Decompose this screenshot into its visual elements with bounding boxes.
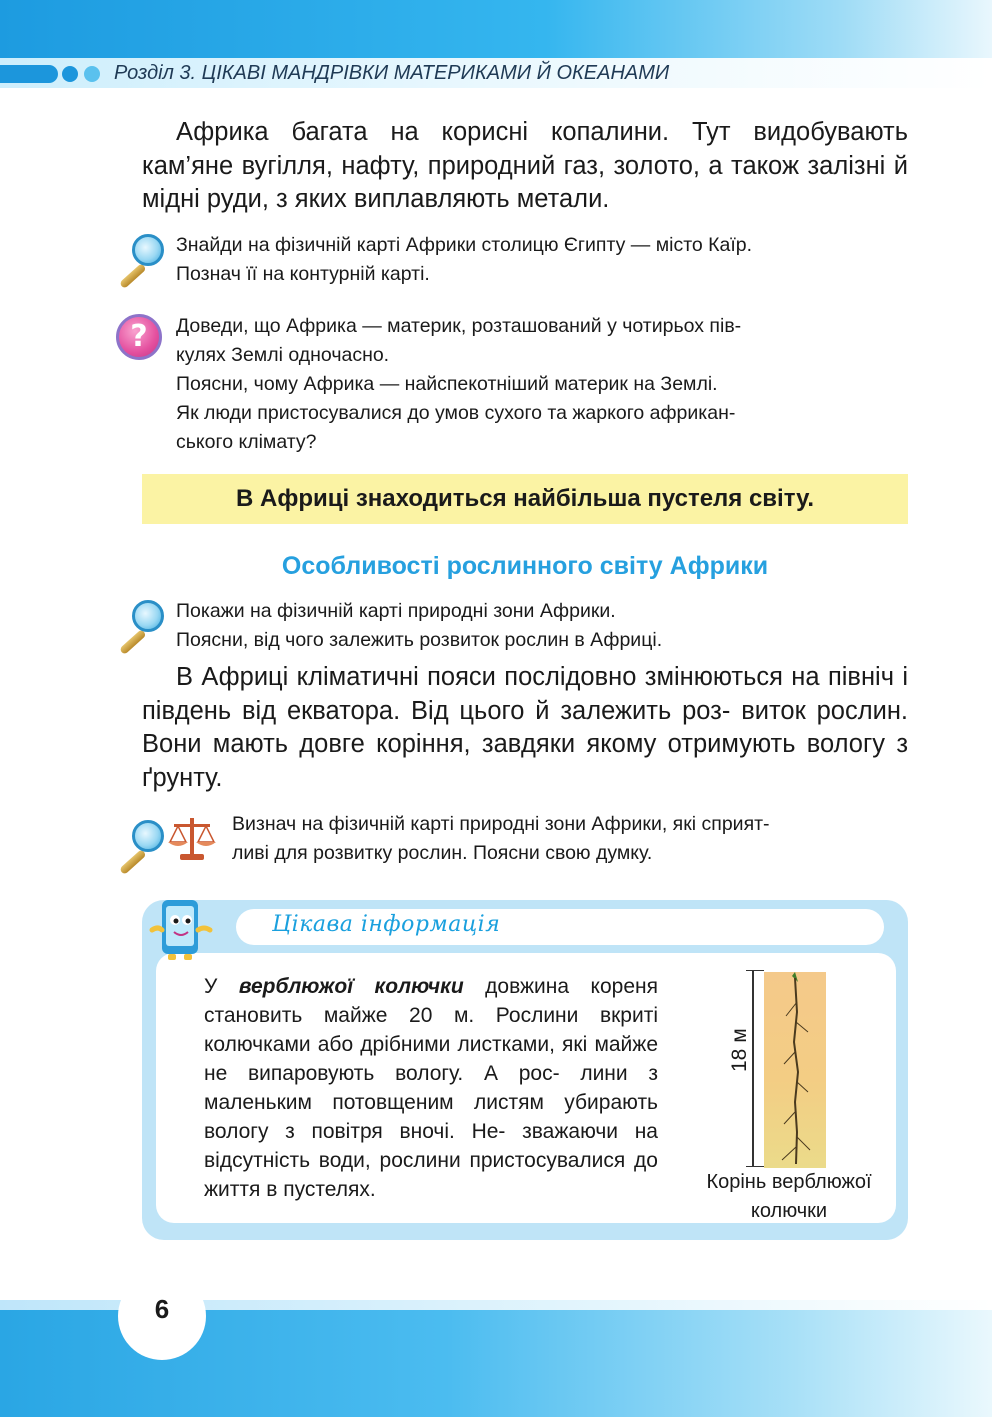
task-line: Знайди на фізичній карті Африки столицю Єгипту — місто Каїр. (176, 234, 753, 256)
intro-line: залізні й мідні руди, з яких виплавляють метали. (142, 151, 909, 213)
info-line: пристосувалися до життя в пустелях. (204, 1149, 658, 1201)
task-line: Визнач на фізичній карті природні зони Африки, які сприят- (232, 813, 770, 835)
intro-paragraph (142, 116, 908, 217)
task-line: Покажи на фізичній карті природні зони Африки. (176, 600, 616, 622)
info-intro: У (204, 975, 239, 998)
intro-line: кам’яне вугілля, нафту, природний газ, золото, а також (142, 151, 800, 180)
question-line: Поясни, чому Африка — найспекотніший материк на Землі. (176, 373, 718, 395)
magnifier-icon (112, 818, 170, 874)
caption-line: Корінь верблюжої (706, 1171, 872, 1193)
info-line: зважаючи на відсутність води, рослини (204, 1120, 658, 1172)
info-line: колючками або дрібними листками, які (204, 1033, 588, 1056)
section-title: Особливості рослинного світу Африки (281, 552, 769, 580)
scales-icon (166, 812, 218, 864)
info-title: Цікава інформація (272, 912, 501, 937)
magnifier-icon (112, 232, 170, 288)
task-natural-zones (176, 597, 908, 655)
figure-caption (676, 1168, 902, 1226)
task-line: Познач її на контурній карті. (176, 263, 430, 285)
header-dot-icon (84, 66, 100, 82)
task-line: ливі для розвитку рослин. Поясни свою думку. (232, 842, 653, 864)
highlight-fact: В Африці знаходиться найбільша пустеля світу. (142, 474, 908, 524)
question-line: кулях Землі одночасно. (176, 344, 390, 366)
plants-line: північ і південь від екватора. Від цього й залежить роз- (142, 663, 909, 725)
measure-line (752, 970, 754, 1166)
page-number: 6 (154, 1294, 170, 1324)
chapter-title: Розділ 3. ЦІКАВІ МАНДРІВКИ МАТЕРИКАМИ Й ОКЕАНАМИ (114, 62, 670, 84)
camel-thorn-root-image (764, 972, 826, 1168)
header-dot-icon (62, 66, 78, 82)
info-text (204, 972, 658, 1204)
tablet-mascot-icon (148, 896, 214, 962)
info-line: майже не випаровують вологу. А рос- (204, 1033, 659, 1085)
info-line: становить майже 20 м. Рослини вкриті (204, 1004, 658, 1027)
task-favourable-zones (232, 810, 908, 868)
root-drawing (764, 972, 826, 1168)
caption-line: колючки (750, 1200, 828, 1222)
task-find-cairo (176, 231, 908, 289)
question-line: ського клімату? (176, 431, 317, 453)
info-term: верблюжої колючки (238, 975, 464, 998)
measure-label: 18 м (728, 1028, 751, 1072)
question-line: Доведи, що Африка — материк, розташований у чотирьох пів- (176, 315, 742, 337)
question-icon: ? (116, 314, 162, 360)
measure-tick (746, 970, 764, 971)
info-line: лини з маленьким потовщеним листям (204, 1062, 658, 1114)
header-accent-line (0, 65, 58, 83)
task-line: Поясни, від чого залежить розвиток рослин в Африці. (176, 629, 663, 651)
info-intro: довжина кореня (463, 975, 658, 998)
questions-block (176, 312, 908, 457)
magnifier-icon (112, 598, 170, 654)
measure-tick (746, 1166, 764, 1167)
plants-line: В Африці кліматичні пояси послідовно змінюються на (176, 663, 820, 691)
question-line: Як люди пристосувалися до умов сухого та жаркого африкан- (176, 402, 736, 424)
plants-line: отримують вологу з ґрунту. (142, 730, 909, 792)
plants-paragraph (142, 661, 908, 795)
info-line: убирають вологу з повітря вночі. Не- (204, 1091, 658, 1143)
plants-line: виток рослин. Вони мають довге коріння, завдяки якому (142, 696, 908, 758)
intro-line: Африка багата на корисні копалини. Тут видобувають (176, 118, 908, 146)
